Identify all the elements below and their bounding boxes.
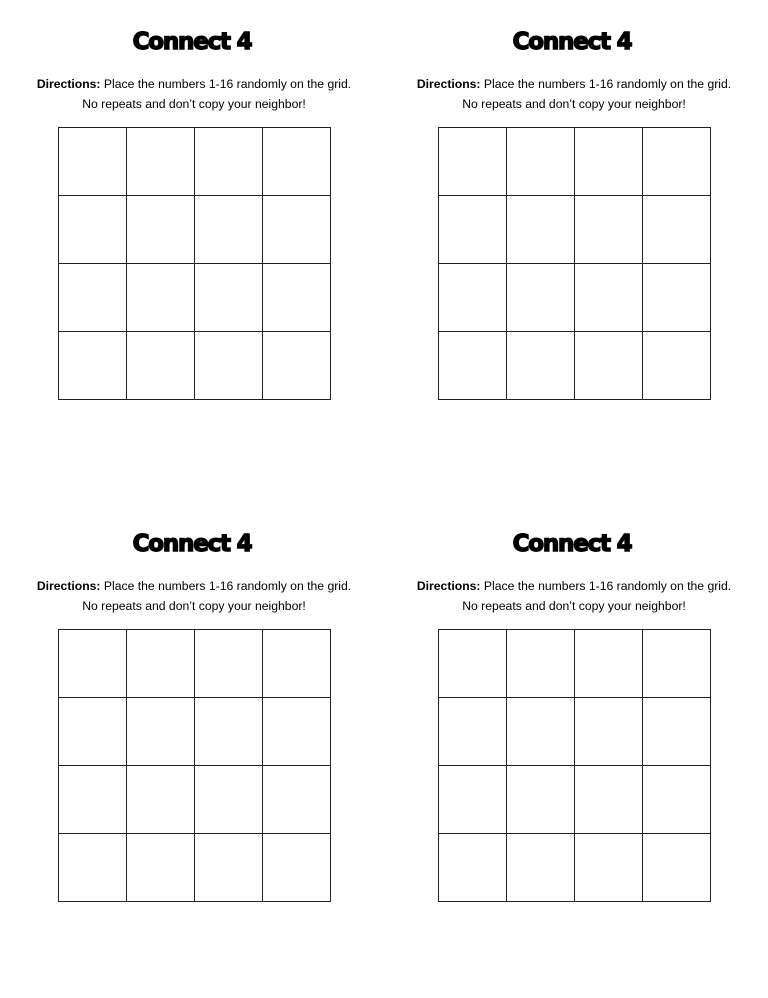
grid-cell-r2c2[interactable] — [127, 698, 195, 766]
grid-cell-r1c1[interactable] — [439, 128, 507, 196]
directions-text: Place the numbers 1-16 randomly on the grid. — [480, 579, 732, 593]
grid-cell-r3c3[interactable] — [195, 766, 263, 834]
grid-cell-r4c3[interactable] — [575, 834, 643, 902]
grid-cell-r4c4[interactable] — [643, 332, 711, 400]
grid-cell-r3c3[interactable] — [575, 264, 643, 332]
grid-cell-r2c4[interactable] — [263, 698, 331, 766]
grid-cell-r3c2[interactable] — [507, 766, 575, 834]
directions-label: Directions: — [36, 579, 101, 593]
directions-text: Place the numbers 1-16 randomly on the grid. — [100, 77, 352, 91]
panel-title: Connect 4 — [512, 29, 632, 55]
directions-label: Directions: — [416, 579, 481, 593]
directions-line-1 — [380, 576, 768, 596]
grid-cell-r4c1[interactable] — [59, 332, 127, 400]
directions-line-2: No repeats and don’t copy your neighbor! — [82, 599, 306, 613]
grid-cell-r2c1[interactable] — [59, 196, 127, 264]
grid-cell-r1c4[interactable] — [643, 630, 711, 698]
directions-line-2: No repeats and don’t copy your neighbor! — [82, 97, 306, 111]
grid-cell-r4c1[interactable] — [439, 834, 507, 902]
worksheet-panel-bottom-left — [0, 502, 384, 998]
panel-title: Connect 4 — [132, 29, 252, 55]
grid-cell-r3c2[interactable] — [127, 766, 195, 834]
directions-line-2: No repeats and don’t copy your neighbor! — [462, 599, 686, 613]
grid-cell-r1c2[interactable] — [127, 128, 195, 196]
grid-cell-r2c3[interactable] — [195, 698, 263, 766]
grid-cell-r4c4[interactable] — [263, 834, 331, 902]
worksheet-panel-top-left — [0, 0, 384, 496]
number-grid — [58, 127, 331, 400]
grid-cell-r3c1[interactable] — [439, 766, 507, 834]
grid-cell-r3c2[interactable] — [507, 264, 575, 332]
grid-cell-r4c3[interactable] — [575, 332, 643, 400]
directions-line-2: No repeats and don’t copy your neighbor! — [462, 97, 686, 111]
grid-cell-r4c3[interactable] — [195, 332, 263, 400]
directions-line-1 — [380, 74, 768, 94]
worksheet-panel-top-right — [380, 0, 764, 496]
grid-cell-r1c3[interactable] — [195, 630, 263, 698]
grid-cell-r1c3[interactable] — [575, 630, 643, 698]
grid-cell-r3c3[interactable] — [575, 766, 643, 834]
grid-cell-r3c1[interactable] — [59, 766, 127, 834]
grid-cell-r4c4[interactable] — [263, 332, 331, 400]
grid-cell-r3c1[interactable] — [59, 264, 127, 332]
grid-cell-r2c4[interactable] — [643, 698, 711, 766]
grid-cell-r4c1[interactable] — [439, 332, 507, 400]
grid-cell-r2c1[interactable] — [439, 196, 507, 264]
grid-cell-r2c2[interactable] — [507, 698, 575, 766]
number-grid — [58, 629, 331, 902]
panel-title: Connect 4 — [132, 531, 252, 557]
directions-text: Place the numbers 1-16 randomly on the grid. — [100, 579, 352, 593]
worksheet-panel-bottom-right — [380, 502, 764, 998]
directions-label: Directions: — [416, 77, 481, 91]
grid-cell-r3c4[interactable] — [643, 264, 711, 332]
grid-cell-r1c1[interactable] — [59, 630, 127, 698]
grid-cell-r1c4[interactable] — [263, 128, 331, 196]
grid-cell-r4c3[interactable] — [195, 834, 263, 902]
directions-line-1 — [0, 576, 388, 596]
grid-cell-r1c2[interactable] — [507, 128, 575, 196]
grid-cell-r1c2[interactable] — [507, 630, 575, 698]
grid-cell-r3c4[interactable] — [263, 264, 331, 332]
grid-cell-r2c3[interactable] — [575, 196, 643, 264]
grid-cell-r4c2[interactable] — [507, 332, 575, 400]
grid-cell-r1c4[interactable] — [263, 630, 331, 698]
grid-cell-r2c4[interactable] — [263, 196, 331, 264]
grid-cell-r4c1[interactable] — [59, 834, 127, 902]
number-grid — [438, 629, 711, 902]
grid-cell-r2c3[interactable] — [195, 196, 263, 264]
grid-cell-r3c4[interactable] — [643, 766, 711, 834]
grid-cell-r4c2[interactable] — [127, 834, 195, 902]
grid-cell-r1c2[interactable] — [127, 630, 195, 698]
grid-cell-r2c2[interactable] — [127, 196, 195, 264]
grid-cell-r1c4[interactable] — [643, 128, 711, 196]
grid-cell-r3c2[interactable] — [127, 264, 195, 332]
directions-line-1 — [0, 74, 388, 94]
grid-cell-r2c1[interactable] — [439, 698, 507, 766]
panel-title: Connect 4 — [512, 531, 632, 557]
grid-cell-r2c1[interactable] — [59, 698, 127, 766]
directions-text: Place the numbers 1-16 randomly on the grid. — [480, 77, 732, 91]
number-grid — [438, 127, 711, 400]
grid-cell-r4c2[interactable] — [507, 834, 575, 902]
grid-cell-r3c3[interactable] — [195, 264, 263, 332]
grid-cell-r4c2[interactable] — [127, 332, 195, 400]
grid-cell-r3c1[interactable] — [439, 264, 507, 332]
grid-cell-r1c3[interactable] — [195, 128, 263, 196]
grid-cell-r2c4[interactable] — [643, 196, 711, 264]
grid-cell-r2c3[interactable] — [575, 698, 643, 766]
grid-cell-r1c1[interactable] — [439, 630, 507, 698]
grid-cell-r1c1[interactable] — [59, 128, 127, 196]
grid-cell-r4c4[interactable] — [643, 834, 711, 902]
directions-label: Directions: — [36, 77, 101, 91]
grid-cell-r2c2[interactable] — [507, 196, 575, 264]
grid-cell-r1c3[interactable] — [575, 128, 643, 196]
grid-cell-r3c4[interactable] — [263, 766, 331, 834]
